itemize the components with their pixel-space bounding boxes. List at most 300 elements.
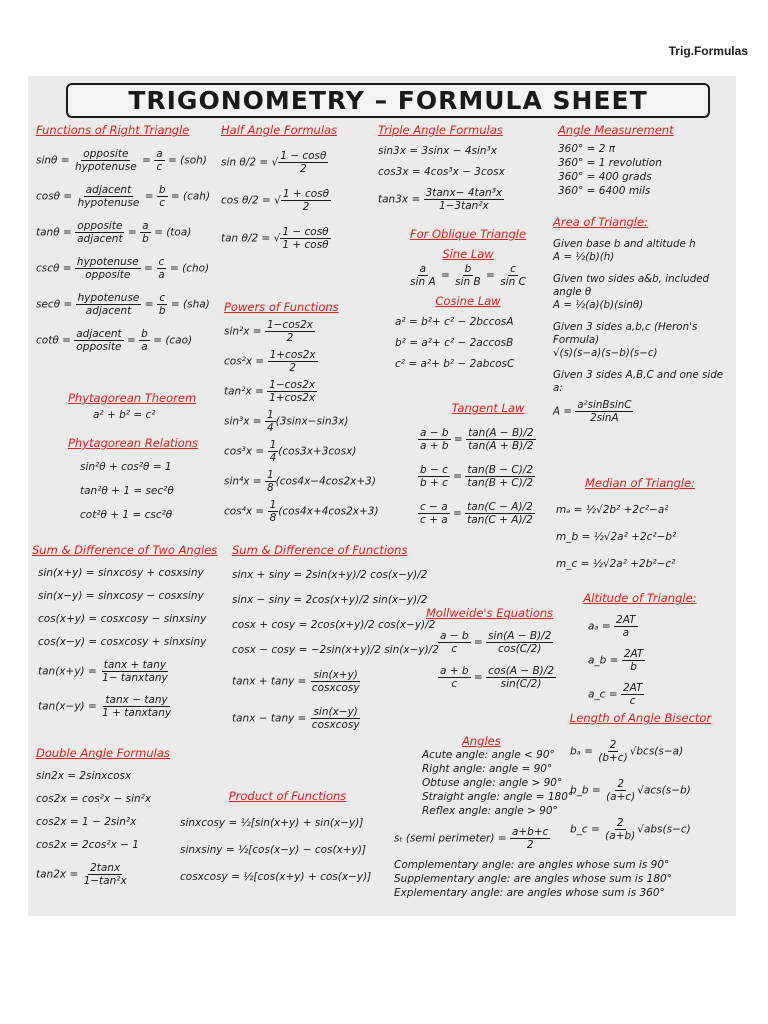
area-condition: Given two sides a&b, included angle θ xyxy=(553,273,710,298)
numerator: b − c xyxy=(420,464,448,476)
formula-rhs: sinxcosy + cosxsiny xyxy=(97,567,204,579)
numerator: opposite xyxy=(83,148,129,160)
formula-lhs: cos3x = xyxy=(378,166,425,178)
formula-rhs: ½√2b² +2c²−a² xyxy=(585,504,669,516)
formula-lhs: cscθ = xyxy=(36,262,75,275)
numerator: 1 xyxy=(266,409,274,421)
section-heading: Triple Angle Formulas xyxy=(378,123,503,137)
formula-rhs: cosxcosy + sinxsiny xyxy=(100,636,207,648)
fraction xyxy=(76,184,142,209)
fraction xyxy=(73,148,139,173)
fraction xyxy=(140,220,151,245)
formula-rhs: (cos3x+3cosx) xyxy=(278,445,357,458)
numerator: 1 xyxy=(266,469,274,481)
denominator: c xyxy=(629,695,636,707)
formula-lhs: sin(x−y) = xyxy=(38,590,98,602)
formula-lhs: sinx − siny = xyxy=(232,594,306,606)
area-formula: √(s)(s−a)(s−b)(s−c) xyxy=(553,347,658,359)
denominator: adjacent xyxy=(85,305,132,317)
formula-rhs: 2sinxcosx xyxy=(79,770,132,782)
denominator: c xyxy=(159,197,166,209)
formula-row xyxy=(36,292,226,317)
formula-rhs: ½[sin(x+y) + sin(x−y)] xyxy=(240,817,364,829)
formula-rhs: 2cos(x+y)/2 cos(x−y)/2 xyxy=(310,619,436,631)
section-heading: Product of Functions xyxy=(228,789,347,803)
numerator: a − b xyxy=(420,427,449,439)
denominator: 4 xyxy=(266,422,274,434)
numerator: c xyxy=(159,292,166,304)
section-heading: For Oblique Triangle xyxy=(409,227,527,241)
formula-row: 360° = 1 revolution xyxy=(558,157,662,169)
numerator: opposite xyxy=(77,220,123,232)
formula-row: Supplementary angle: are angles whose sum is 180° xyxy=(394,873,672,885)
formula-rhs: 4cos³x − 3cosx xyxy=(424,166,505,178)
formula-row xyxy=(36,148,226,173)
cosine-law-heading: Cosine Law xyxy=(435,294,501,308)
numerator: 3tanx− 4tan³x xyxy=(425,187,503,199)
numerator: tanx − tany xyxy=(105,694,168,706)
sum-diff-angles-section xyxy=(32,543,232,719)
formula-rhs: 3sinx − 4sin³x xyxy=(421,145,497,157)
formula-row xyxy=(180,844,395,857)
equals: = xyxy=(470,671,487,684)
denominator: 8 xyxy=(266,482,274,494)
fraction xyxy=(265,319,315,344)
section-heading: Area of Triangle: xyxy=(553,215,648,229)
formula-lhs: A = xyxy=(553,405,576,418)
numerator: sin(x−y) xyxy=(313,706,358,718)
formula: a² + b² = c² xyxy=(93,409,156,421)
denominator: sin B xyxy=(455,276,481,288)
fraction xyxy=(157,184,168,209)
numerator: 2AT xyxy=(616,614,636,626)
fraction xyxy=(75,220,124,245)
denominator: c xyxy=(451,643,458,655)
section-heading: Sum & Difference of Functions xyxy=(232,543,408,557)
fraction xyxy=(466,427,535,452)
formula-lhs: cosx + cosy = xyxy=(232,619,311,631)
formula-row: 360° = 6400 mils xyxy=(558,185,651,197)
formula-rhs: 1 − 2sin²x xyxy=(82,816,137,828)
numerator: c xyxy=(510,263,516,275)
formula-lhs: cos2x = xyxy=(36,793,83,805)
denominator: a xyxy=(158,269,165,281)
fraction xyxy=(154,148,164,173)
formula-lhs: cos(x−y) = xyxy=(38,636,101,648)
section-heading: Powers of Functions xyxy=(224,300,339,314)
triple-angle-section xyxy=(378,123,558,212)
section-heading: Half Angle Formulas xyxy=(221,123,338,137)
fraction xyxy=(100,659,170,684)
formula-row xyxy=(556,531,730,544)
fraction xyxy=(418,501,450,526)
denominator: 1− tanxtany xyxy=(102,672,168,684)
denominator: tan(B + C)/2 xyxy=(467,477,534,489)
numerator: 1 − cosθ xyxy=(280,150,327,162)
section-heading: Length of Angle Bisector xyxy=(569,711,712,725)
area-condition: Given 3 sides a,b,c (Heron's Formula) xyxy=(553,321,698,346)
numerator: 2 xyxy=(617,778,624,790)
half-angle-section xyxy=(221,123,386,251)
formula-row xyxy=(38,694,232,719)
numerator: sin(x+y) xyxy=(313,669,358,681)
formula-row: a² = b²+ c² − 2bccosA xyxy=(395,316,514,328)
equals: = xyxy=(450,433,467,446)
formula-rhs: cos²x − sin²x xyxy=(82,793,152,805)
formula-lhs: cos θ/2 = √ xyxy=(221,194,281,207)
formula-row xyxy=(418,501,558,526)
formula-row: tan²θ + 1 = sec²θ xyxy=(80,485,174,497)
denominator: 2 xyxy=(526,839,534,851)
equals: = xyxy=(449,470,466,483)
formula-row xyxy=(224,499,399,524)
numerator: b xyxy=(464,263,472,275)
denominator: c xyxy=(156,161,163,173)
fraction xyxy=(465,464,535,489)
fraction xyxy=(510,826,550,851)
area-formula: A = ½(a)(b)(sinθ) xyxy=(553,299,644,311)
formula-lhs: sin(x+y) = xyxy=(38,567,98,579)
denominator: 1−tan²x xyxy=(83,875,127,887)
formula-row xyxy=(378,145,558,158)
sine-law-formula xyxy=(378,263,558,288)
section-heading: Angle Measurement xyxy=(558,123,674,137)
denominator: c xyxy=(451,678,458,690)
formula-row xyxy=(232,619,436,632)
semi-perimeter xyxy=(394,823,729,851)
formula-root: √bcs(s−a) xyxy=(629,745,684,758)
numerator: c − a xyxy=(420,501,448,513)
equals: = xyxy=(141,298,157,311)
section-heading: Double Angle Formulas xyxy=(36,746,170,760)
numerator: a xyxy=(156,148,163,160)
fraction xyxy=(278,150,328,175)
formula-row: Explementary angle: are angles whose sum is 360° xyxy=(394,887,665,899)
fraction xyxy=(486,630,553,655)
numerator: c xyxy=(158,256,165,268)
denominator: a xyxy=(622,627,629,639)
formula-lhs: cos²x = xyxy=(224,355,268,368)
mollweide-section xyxy=(426,606,566,690)
numerator: b xyxy=(141,328,148,340)
formula-lhs: sin3x = xyxy=(378,145,422,157)
formula-row xyxy=(36,220,226,245)
formula-row xyxy=(221,226,386,251)
formula-row xyxy=(38,590,232,603)
numerator: cos(A − B)/2 xyxy=(488,665,555,677)
product-section xyxy=(180,789,395,884)
formula-lhs: tan(x+y) = xyxy=(38,665,101,678)
fraction xyxy=(268,499,279,524)
denominator: 4 xyxy=(269,452,277,464)
formula-lhs: m_b = xyxy=(556,531,594,543)
formula-lhs: m_c = xyxy=(556,558,593,570)
denominator: hypotenuse xyxy=(77,197,140,209)
formula-lhs: cos⁴x = xyxy=(224,505,268,518)
section-heading: Median of Triangle: xyxy=(584,476,696,490)
fraction xyxy=(74,328,123,353)
denominator: hypotenuse xyxy=(74,161,137,173)
formula-row xyxy=(418,464,558,489)
formula-lhs: aₐ = xyxy=(588,620,615,633)
denominator: tan(A + B)/2 xyxy=(468,440,534,452)
formula-rhs: sinxcosy − cosxsiny xyxy=(97,590,204,602)
formula-lhs: cos³x = xyxy=(224,445,268,458)
fraction xyxy=(281,188,331,213)
formula-row xyxy=(438,630,566,655)
formula-row xyxy=(378,166,558,179)
numerator: a xyxy=(419,263,427,275)
formula-row xyxy=(180,817,395,830)
fraction xyxy=(265,409,276,434)
fraction xyxy=(310,706,362,731)
denominator: 1 + cosθ xyxy=(282,239,329,251)
pythagorean-theorem-section xyxy=(68,391,228,422)
fraction xyxy=(465,501,535,526)
denominator: (b+c) xyxy=(598,752,628,764)
formula-row xyxy=(38,567,232,580)
fraction xyxy=(75,256,141,281)
fraction xyxy=(408,263,438,288)
formula-row: 360° = 2 π xyxy=(558,143,616,155)
formula-root: √acs(s−b) xyxy=(637,784,691,797)
equals: = xyxy=(140,262,157,275)
denominator: 1+cos2x xyxy=(269,392,316,404)
fraction xyxy=(622,648,646,673)
denominator: cosxcosy xyxy=(311,682,360,694)
mnemonic: = (soh) xyxy=(164,154,207,167)
formula-row xyxy=(378,187,558,212)
section-heading: Angles xyxy=(462,734,501,748)
fraction xyxy=(418,427,451,452)
denominator: a xyxy=(141,341,148,353)
equals: = xyxy=(138,154,155,167)
formula-row xyxy=(556,558,730,571)
fraction xyxy=(265,469,276,494)
fraction xyxy=(268,349,318,374)
fraction xyxy=(614,614,638,639)
denominator: cos(C/2) xyxy=(498,643,542,655)
section-heading: Sum & Difference of Two Angles xyxy=(32,543,218,557)
section-heading: Tangent Law xyxy=(451,401,525,415)
equals: = xyxy=(482,269,499,282)
denominator: 2sinA xyxy=(590,412,619,424)
formula-lhs: cos2x = xyxy=(36,816,83,828)
formula-row xyxy=(232,669,432,694)
section-heading: Altitude of Triangle: xyxy=(583,591,697,605)
fraction xyxy=(418,464,450,489)
formula-lhs: sinθ = xyxy=(36,154,73,167)
fraction xyxy=(76,292,142,317)
fraction xyxy=(82,862,129,887)
mnemonic: = (cah) xyxy=(167,190,211,203)
numerator: tan(B − C)/2 xyxy=(467,464,534,476)
formula-row xyxy=(36,770,216,783)
formula-lhs: bₐ = xyxy=(570,745,597,758)
numerator: 2 xyxy=(616,817,624,829)
denominator: (a+b) xyxy=(605,830,636,842)
formula-row xyxy=(232,706,432,731)
formula-lhs: cotθ = xyxy=(36,334,75,347)
formula-row: Complementary angle: are angles whose sum is 90° xyxy=(394,859,670,871)
numerator: 1 xyxy=(269,499,277,511)
area-condition: Given base b and altitude h xyxy=(553,238,696,250)
numerator: 1+cos2x xyxy=(269,349,316,361)
mnemonic: = (sha) xyxy=(167,298,210,311)
formula-lhs: cosθ = xyxy=(36,190,76,203)
denominator: tan(C + A)/2 xyxy=(467,514,533,526)
fraction xyxy=(157,292,168,317)
numerator: adjacent xyxy=(76,328,122,340)
equals: = xyxy=(449,507,466,520)
fraction xyxy=(268,439,279,464)
area-formula xyxy=(553,399,733,424)
mnemonic: = (toa) xyxy=(150,226,192,239)
formula-row xyxy=(36,256,226,281)
formula-row xyxy=(224,379,399,404)
formula-row xyxy=(556,504,730,517)
formula-row: Reflex angle: angle > 90° xyxy=(422,805,558,817)
mnemonic: = (cho) xyxy=(166,262,210,275)
formula-row xyxy=(180,871,395,884)
formula-sheet xyxy=(28,76,736,916)
formula-lhs: sin⁴x = xyxy=(224,475,265,488)
altitude-section xyxy=(550,591,730,707)
numerator: 2AT xyxy=(622,682,643,694)
formula-row xyxy=(588,682,730,707)
formula-lhs: sin²x = xyxy=(224,325,265,338)
equals: = xyxy=(141,190,157,203)
powers-section xyxy=(224,300,399,524)
angle-measurement-section xyxy=(558,123,733,198)
fraction xyxy=(575,399,633,424)
formula-row xyxy=(224,409,399,434)
formula-row xyxy=(232,644,439,657)
document-header: Trig.Formulas xyxy=(668,44,748,58)
sum-diff-functions-section xyxy=(232,543,439,731)
formula-row: Acute angle: angle < 90° xyxy=(422,749,555,761)
numerator: sin(A − B)/2 xyxy=(488,630,552,642)
numerator: hypotenuse xyxy=(77,292,140,304)
tangent-law-section xyxy=(418,401,558,526)
denominator: cosxcosy xyxy=(311,719,360,731)
fraction xyxy=(156,256,166,281)
formula-rhs: ½[cos(x−y) − cos(x+y)] xyxy=(238,844,367,856)
fraction xyxy=(139,328,150,353)
formula-row xyxy=(38,636,232,649)
formula-row xyxy=(36,184,226,209)
formula-row: Obtuse angle: angle > 90° xyxy=(422,777,563,789)
formula-lhs: secθ = xyxy=(36,298,76,311)
formula-row xyxy=(36,328,226,353)
formula-rhs: 2cos²x − 1 xyxy=(82,839,139,851)
formula-row xyxy=(588,648,730,673)
formula-lhs: tan θ/2 = √ xyxy=(221,232,281,245)
formula-row xyxy=(221,150,386,175)
denominator: sin(C/2) xyxy=(500,678,542,690)
numerator: 1−cos2x xyxy=(266,319,313,331)
numerator: 2 xyxy=(609,739,617,751)
numerator: 1−cos2x xyxy=(269,379,316,391)
formula-lhs: cosx − cosy = xyxy=(232,644,311,656)
mnemonic: = (cao) xyxy=(149,334,193,347)
formula-rhs: ½√2a² +2c²−b² xyxy=(593,531,677,543)
formula-row: 360° = 400 grads xyxy=(558,171,652,183)
formula-lhs: sin2x = xyxy=(36,770,80,782)
area-item xyxy=(553,238,733,264)
formula-row: b² = a²+ c² − 2accosB xyxy=(395,337,514,349)
angles-section xyxy=(394,734,729,900)
fraction xyxy=(498,263,528,288)
area-formula: A = ½(b)(h) xyxy=(553,251,615,263)
denominator: 1−3tan²x xyxy=(438,200,489,212)
numerator: 2AT xyxy=(623,648,644,660)
area-section xyxy=(553,215,733,424)
numerator: hypotenuse xyxy=(76,256,139,268)
median-section xyxy=(550,476,730,571)
denominator: 2 xyxy=(286,332,294,344)
formula-row xyxy=(438,665,566,690)
oblique-triangle-section xyxy=(378,227,558,371)
formula-lhs: sinxsiny = xyxy=(180,844,238,856)
formula-lhs: mₐ = xyxy=(556,504,586,516)
formula-rhs: (cos4x+4cos2x+3) xyxy=(278,505,379,518)
numerator: b xyxy=(158,184,166,196)
formula-row xyxy=(224,469,399,494)
numerator: tan(C − A)/2 xyxy=(467,501,533,513)
equals: = xyxy=(124,226,141,239)
denominator: b xyxy=(630,661,637,673)
formula-lhs: tan2x = xyxy=(36,868,82,881)
denominator: 1 + tanxtany xyxy=(102,707,172,719)
pythagorean-relations-section xyxy=(68,436,238,522)
denominator: opposite xyxy=(85,269,131,281)
formula-rhs: ½√2a² +2b²−c² xyxy=(592,558,676,570)
formula-lhs: a_b = xyxy=(588,654,622,667)
denominator: 2 xyxy=(289,362,296,374)
sine-law-heading: Sine Law xyxy=(442,247,494,261)
equals: = xyxy=(123,334,140,347)
right-triangle-section xyxy=(36,123,226,353)
formula-lhs: b_c = xyxy=(570,823,604,836)
numerator: tanx + tany xyxy=(103,659,167,671)
formula-lhs: sinxcosy = xyxy=(180,817,241,829)
formula-lhs: sinx + siny = xyxy=(232,569,306,581)
fraction xyxy=(310,669,362,694)
formula-root: √abs(s−c) xyxy=(637,823,691,836)
denominator: 2 xyxy=(302,201,310,213)
denominator: opposite xyxy=(76,341,122,353)
denominator: c + a xyxy=(420,514,448,526)
numerator: 1 − cosθ xyxy=(282,226,329,238)
formula-lhs: cos(x+y) = xyxy=(38,613,101,625)
fraction xyxy=(453,263,483,288)
formula-row: cot²θ + 1 = csc²θ xyxy=(80,509,173,521)
formula-row xyxy=(38,613,232,626)
formula-lhs: tan(x−y) = xyxy=(38,700,101,713)
formula-rhs: (cos4x−4cos2x+3) xyxy=(275,475,376,488)
numerator: a + b xyxy=(440,665,469,677)
formula-lhs: sₜ (semi perimeter) = xyxy=(394,832,510,845)
fraction xyxy=(438,630,471,655)
formula-lhs: tanx + tany = xyxy=(232,675,310,688)
denominator: a + b xyxy=(420,440,449,452)
fraction xyxy=(424,187,505,212)
formula-row xyxy=(224,439,399,464)
formula-lhs: b_b = xyxy=(570,784,605,797)
numerator: a²sinBsinC xyxy=(577,399,632,411)
sheet-title: TRIGONOMETRY – FORMULA SHEET xyxy=(66,83,710,118)
